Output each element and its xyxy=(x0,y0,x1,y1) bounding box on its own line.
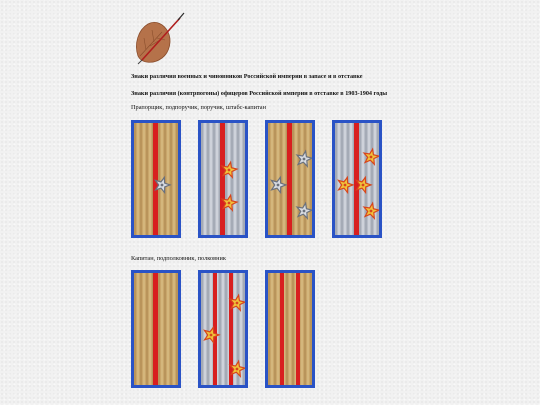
shoulder-board-junior-1 xyxy=(131,120,181,238)
shoulder-board-junior-4 xyxy=(332,120,382,238)
shoulder-board-junior-3 xyxy=(265,120,315,238)
heading-reserve: Знаки различия военных и чиновников Российской империи в запасе и в отставке xyxy=(131,73,363,80)
shoulder-board-senior-1 xyxy=(131,270,181,388)
shoulder-board-senior-2 xyxy=(198,270,248,388)
heading-retired: Знаки различия (контрпогоны) офицеров Российской империи в отставке в 1903-1904 годы xyxy=(131,90,388,97)
group-label-senior: Капитан, подполковник, полковник xyxy=(131,255,226,262)
group-label-junior: Прапорщик, подпоручик, поручик, штабс-капитан xyxy=(131,104,266,111)
leaf-quill-logo xyxy=(132,10,188,68)
shoulder-board-senior-3 xyxy=(265,270,315,388)
shoulder-board-junior-2 xyxy=(198,120,248,238)
